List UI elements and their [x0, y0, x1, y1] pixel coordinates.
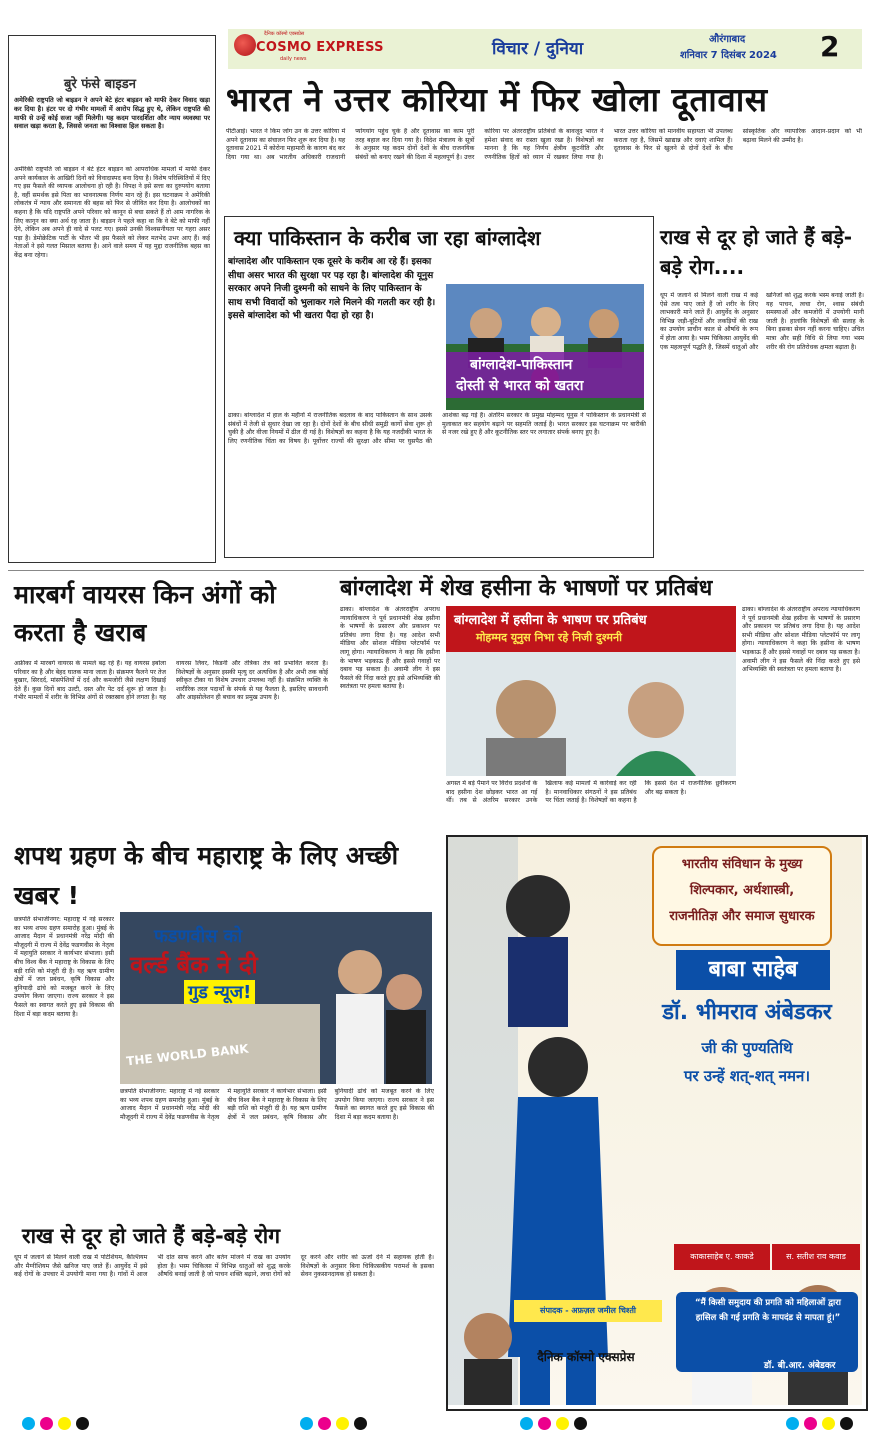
worldbank-line1: फडणवीस को	[154, 926, 243, 947]
hasina-banner-line1: बांग्लादेश में हसीना के भाषण पर प्रतिबंध	[454, 613, 647, 628]
hasina-banner-line2: मोहम्मद यूनुस निभा रहे निजी दुश्मनी	[476, 631, 622, 644]
logo-name: COSMO EXPRESS	[256, 40, 384, 55]
bangladesh-intro: बांग्लादेश और पाकिस्तान एक दूसरे के करीब आ रहे हैं। इसका सीधा असर भारत की सुरक्षा पर पड़ रहा है। बांग्लादेश की यूनुस सरकार अपने निजी दुश्मनी को साधने के लिए पाकिस्तान के साथ सभी विवादों को भुलाकर गले मिलने की गलती कर रही है। इससे बांग्लादेश को भी खतरा पैदा हो रहा है।	[228, 257, 436, 321]
registration-dot-cyan	[300, 1417, 313, 1430]
ad-paper-name: दैनिक कॉस्मो एक्सप्रेस	[537, 1350, 635, 1364]
worldbank-sign: THE WORLD BANK	[125, 1041, 250, 1069]
ad-quote-author: डॉ. बी.आर. अंबेडकर	[764, 1361, 836, 1371]
registration-dot-black	[76, 1417, 89, 1430]
logo-tagline: दैनिक कॉस्मो एक्सप्रेस	[264, 31, 305, 37]
registration-dot-black	[574, 1417, 587, 1430]
maharashtra-headline: शपथ ग्रहण के बीच महाराष्ट्र के लिए अच्छी खबर !	[14, 841, 399, 910]
ad-editor-label: संपादक - अफ़ज़ल जमील चिश्ती	[514, 1300, 662, 1322]
main-headline: भारत ने उत्तर कोरिया में फिर खोला दूतावास	[226, 80, 768, 119]
main-story-body: पीटीआई। भारत ने किम जोंग उन के उत्तर कोरिया में अपने दूतावास का संचालन फिर शुरू कर दिया है। यह दूतावास 2021 में कोरोना महामारी के कारण बंद कर दिया गया था। अब भारतीय अधिकारी राजधानी प्योंगयांग पहुंच चुके हैं और दूतावास का काम पूरी तरह बहाल कर दिया गया है। विदेश मंत्रालय के सूत्रों के अनुसार यह कदम दोनों देशों के बीच राजनयिक संबंधों को बनाए रखने की दिशा में महत्वपूर्ण है। उत्तर कोरिया पर अंतरराष्ट्रीय प्रतिबंधों के बावजूद भारत ने हमेशा संवाद का रास्ता खुला रखा है। विशेषज्ञों का मानना है कि यह निर्णय क्षेत्रीय कूटनीति और रणनीतिक हितों को ध्यान में रखकर लिया गया है। भारत उत्तर कोरिया को मानवीय सहायता भी उपलब्ध कराता रहा है, जिसमें खाद्यान्न और दवाएं शामिल हैं। दूतावास के फिर से खुलने से दोनों देशों के बीच सांस्कृतिक और व्यापारिक आदान-प्रदान को भी बढ़ावा मिलने की उम्मीद है।	[226, 128, 862, 161]
ad-person1-name: काकासाहेब ए. काकडे	[674, 1244, 770, 1270]
marburg-headline: मारबर्ग वायरस किन अंगों को करता है खराब	[14, 580, 276, 647]
worldbank-line3: गुड न्यूज!	[184, 980, 255, 1004]
registration-dot-black	[354, 1417, 367, 1430]
registration-dot-magenta	[804, 1417, 817, 1430]
registration-dot-yellow	[58, 1417, 71, 1430]
ad-name-line1: बाबा साहेब	[676, 950, 830, 990]
ad-name-line2: डॉ. भीमराव अंबेडकर	[662, 1000, 832, 1025]
ad-person2-name: स. सतीश राव कवाड	[772, 1244, 860, 1270]
marburg-body: अफ्रीका में मारबर्ग वायरस के मामले बढ़ रहे हैं। यह वायरस इबोला परिवार का है और बेहद घातक माना जाता है। संक्रमण फैलने पर तेज बुखार, सिरदर्द, मांसपेशियों में दर्द और कमजोरी जैसे लक्षण दिखाई देते हैं। कुछ दिनों बाद उल्टी, दस्त और पेट दर्द शुरू हो जाता है। गंभीर मामलों में शरीर के विभिन्न अंगों से रक्तस्राव होने लगता है। यह वायरस लिवर, किडनी और तंत्रिका तंत्र को प्रभावित करता है। विशेषज्ञों के अनुसार इसकी मृत्यु दर अत्यधिक है और अभी तक कोई स्वीकृत टीका या विशेष उपचार उपलब्ध नहीं है। संक्रमित व्यक्ति के शारीरिक तरल पदार्थों के संपर्क से यह फैलता है, इसलिए सावधानी और आइसोलेशन ही बचाव का प्रमुख उपाय है।	[14, 660, 328, 702]
left-column-lead: अमेरिकी राष्ट्रपति जो बाइडन ने अपने बेटे हंटर बाइडन को माफी देकर विवाद खड़ा कर दिया है। हंटर पर दो गंभीर मामलों में आरोप सिद्ध हुए थे, लेकिन राष्ट्रपति की माफी से उन्हें कोई सजा नहीं मिलेगी। यह कदम पारदर्शिता और न्याय व्यवस्था पर सवाल खड़ा करता है, जिससे जनता का विश्वास हिल सकता है।	[14, 96, 210, 131]
logo-subtitle: daily news	[280, 56, 307, 62]
left-column-title: बुरे फंसे बाइडन	[64, 77, 136, 92]
ad-tribute	[632, 1034, 862, 1090]
bangladesh-caption-line1: बांग्लादेश-पाकिस्तान	[470, 357, 573, 373]
registration-dot-yellow	[822, 1417, 835, 1430]
ad-title	[660, 852, 824, 930]
section-title: विचार / दुनिया	[492, 39, 584, 59]
ad-tribute-line2: पर उन्हें शत्-शत् नमन।	[683, 1067, 811, 1085]
maharashtra-body-cols: छत्रपति संभाजीनगर: महाराष्ट्र में नई सरकार का भव्य शपथ ग्रहण समारोह हुआ। मुंबई के आजाद मैदान में प्रधानमंत्री नरेंद्र मोदी की मौजूदगी में राज्य में देवेंद्र फडणवीस के नेतृत्व में महायुति सरकार ने कार्यभार संभाला। इसी बीच विश्व बैंक ने महाराष्ट्र के विकास के लिए बड़ी राशि को मंजूरी दी है। यह ऋण ग्रामीण क्षेत्रों में जल प्रबंधन, कृषि विकास और बुनियादी ढांचे को मजबूत करने के लिए उपयोग किया जाएगा। राज्य सरकार ने इस फैसले का स्वागत करते हुए इसे विकास की दिशा में बड़ा कदम बताया है।	[120, 1088, 434, 1121]
registration-dot-magenta	[538, 1417, 551, 1430]
registration-dot-black	[840, 1417, 853, 1430]
health-body: धूप में जलाने से मिलने वाली राख में कई ऐसे तत्व पाए जाते हैं जो शरीर के लिए लाभकारी माने जाते हैं। आयुर्वेद के अनुसार विभिन्न जड़ी-बूटियों और लकड़ियों की राख का उपयोग प्राचीन काल से औषधि के रूप में होता आया है। भस्म चिकित्सा आयुर्वेद की एक महत्वपूर्ण पद्धति है, जिसमें धातुओं और खनिजों को शुद्ध करके भस्म बनाई जाती है। यह पाचन, त्वचा रोग, श्वास संबंधी समस्याओं और कमजोरी में उपयोगी मानी जाती है। हालांकि विशेषज्ञों की सलाह के बिना इसका सेवन नहीं करना चाहिए। उचित मात्रा और सही विधि से लिया गया भस्म शरीर की रोग प्रतिरोधक क्षमता बढ़ाता है।	[660, 292, 864, 351]
health2-body: धूप में जलाने से मिलने वाली राख में पोटेशियम, कैल्शियम और मैग्नीशियम जैसे खनिज पाए जाते हैं। आयुर्वेद में इसे कई रोगों के उपचार में उपयोगी माना गया है। गांवों में आज भी दांत साफ करने और बर्तन मांजने में राख का उपयोग होता है। भस्म चिकित्सा में विभिन्न धातुओं को शुद्ध करके औषधि बनाई जाती है जो पाचन शक्ति बढ़ाने, त्वचा रोगों को दूर करने और शरीर को ऊर्जा देने में सहायक होती है। विशेषज्ञों के अनुसार बिना चिकित्सकीय परामर्श के इसका सेवन नुकसानदायक हो सकता है।	[14, 1254, 434, 1279]
hasina-body-right: ढाका। बांग्लादेश के अंतरराष्ट्रीय अपराध न्यायाधिकरण ने पूर्व प्रधानमंत्री शेख हसीना के भाषणों के प्रसारण और प्रकाशन पर प्रतिबंध लगा दिया है। यह आदेश सभी मीडिया और सोशल मीडिया प्लेटफॉर्म पर लागू होगा। न्यायाधिकरण ने कहा कि हसीना के भाषण भड़काऊ हैं और इससे गवाहों पर दबाव पड़ सकता है। अवामी लीग ने इस फैसले की निंदा करते हुए इसे अभिव्यक्ति की स्वतंत्रता पर हमला बताया है।	[742, 606, 860, 674]
bangladesh-headline: क्या पाकिस्तान के करीब जा रहा बांग्लादेश	[234, 226, 541, 250]
edition-date: शनिवार 7 दिसंबर 2024	[680, 50, 777, 61]
ad-title-line1: भारतीय संविधान के मुख्य	[681, 857, 803, 872]
ad-title-line2: शिल्पकार, अर्थशास्त्री,	[689, 883, 795, 898]
globe-logo-icon	[234, 34, 256, 56]
registration-dot-yellow	[556, 1417, 569, 1430]
ad-title-line3: राजनीतिज्ञ और समाज सुधारक	[669, 909, 815, 924]
bangladesh-body: ढाका। बांग्लादेश में हाल के महीनों में राजनीतिक बदलाव के बाद पाकिस्तान के साथ उसके संबंधों में तेजी से सुधार देखा जा रहा है। दोनों देशों के बीच सीधी समुद्री कार्गो सेवा शुरू हो चुकी है और वीजा नियमों में ढील दी गई है। विशेषज्ञों का कहना है कि यह नजदीकी भारत के लिए रणनीतिक चिंता का विषय है। पूर्वोत्तर राज्यों की सुरक्षा और सीमा पर घुसपैठ की आशंका बढ़ गई है। अंतरिम सरकार के प्रमुख मोहम्मद यूनुस ने पाकिस्तान के प्रधानमंत्री से मुलाकात कर सहयोग बढ़ाने पर सहमति जताई है। भारत सरकार इस घटनाक्रम पर बारीकी से नजर रखे हुए है और कूटनीतिक स्तर पर लगातार संपर्क बनाए हुए है।	[228, 412, 646, 445]
registration-marks	[0, 1414, 870, 1434]
registration-dot-yellow	[336, 1417, 349, 1430]
registration-dot-magenta	[40, 1417, 53, 1430]
hasina-body-left: ढाका। बांग्लादेश के अंतरराष्ट्रीय अपराध न्यायाधिकरण ने पूर्व प्रधानमंत्री शेख हसीना के भाषणों के प्रसारण और प्रकाशन पर प्रतिबंध लगा दिया है। यह आदेश सभी मीडिया और सोशल मीडिया प्लेटफॉर्म पर लागू होगा। न्यायाधिकरण ने कहा कि हसीना के भाषण भड़काऊ हैं और इससे गवाहों पर दबाव पड़ सकता है। अवामी लीग ने इस फैसले की निंदा करते हुए इसे अभिव्यक्ति की स्वतंत्रता पर हमला बताया है।	[340, 606, 440, 691]
section-divider	[8, 570, 864, 571]
ad-tribute-line1: जी की पुण्यतिथि	[701, 1039, 793, 1057]
page-number: 2	[820, 30, 840, 63]
worldbank-line2: वर्ल्ड बैंक ने दी	[130, 951, 258, 979]
maharashtra-body: छत्रपति संभाजीनगर: महाराष्ट्र में नई सरकार का भव्य शपथ ग्रहण समारोह हुआ। मुंबई के आजाद मैदान में प्रधानमंत्री नरेंद्र मोदी की मौजूदगी में राज्य में देवेंद्र फडणवीस के नेतृत्व में महायुति सरकार ने कार्यभार संभाला। इसी बीच विश्व बैंक ने महाराष्ट्र के विकास के लिए बड़ी राशि को मंजूरी दी है। यह ऋण ग्रामीण क्षेत्रों में जल प्रबंधन, कृषि विकास और बुनियादी ढांचे को मजबूत करने के लिए उपयोग किया जाएगा। राज्य सरकार ने इस फैसले का स्वागत करते हुए इसे विकास की दिशा में बड़ा कदम बताया है।	[14, 916, 114, 1018]
registration-dot-magenta	[318, 1417, 331, 1430]
ad-quote: “मैं किसी समुदाय की प्रगति को महिलाओं द्वारा हासिल की गई प्रगति के मापदंड से मापता हूं।”	[695, 1298, 841, 1323]
health2-headline: राख से दूर हो जाते हैं बड़े-बड़े रोग	[22, 1224, 281, 1248]
bangladesh-caption-line2: दोस्ती से भारत को खतरा	[456, 378, 584, 394]
hasina-body-under-photo: अगस्त में बड़े पैमाने पर विरोध प्रदर्शनों के बाद हसीना देश छोड़कर भारत आ गई थीं। तब से अंतरिम सरकार उनके खिलाफ कई मामलों में कार्रवाई कर रही है। मानवाधिकार संगठनों ने इस प्रतिबंध पर चिंता जताई है। विशेषज्ञों का कहना है कि इससे देश में राजनीतिक ध्रुवीकरण और बढ़ सकता है।	[446, 780, 736, 805]
registration-dot-cyan	[520, 1417, 533, 1430]
hasina-headline: बांग्लादेश में शेख हसीना के भाषणों पर प्रतिबंध	[340, 576, 713, 601]
edition-city: औरंगाबाद	[709, 34, 746, 45]
left-column-body: अमेरिकी राष्ट्रपति जो बाइडन ने बेटे हंटर बाइडन को आपराधिक मामलों में माफी देकर अपने कार्यकाल के आखिरी दिनों को विवादास्पद बना दिया है। विशेष परिस्थितियों में दिए गए इस फैसले की व्यापक आलोचना हो रही है। विपक्ष ने इसे सत्ता का दुरुपयोग बताया है, वहीं समर्थक इसे पिता का भावनात्मक निर्णय मान रहे हैं। इस घटनाक्रम ने अमेरिकी लोकतंत्र में न्याय और समानता की बहस को फिर से जीवित कर दिया है। आलोचकों का कहना है कि यदि राष्ट्रपति अपने परिवार को कानून से बचा सकते हैं तो आम नागरिक के लिए कानून का क्या अर्थ रह जाता है। बाइडन ने पहले कहा था कि वे बेटे को माफी नहीं देंगे, लेकिन अब अपने ही वादे से पलट गए। इससे उनकी विश्वसनीयता पर गहरा असर पड़ा है। डेमोक्रेटिक पार्टी के भीतर भी इस फैसले को लेकर मतभेद उभर आए हैं। कई नेताओं ने इसे गलत मिसाल बताया है। आने वाले समय में यह मुद्दा राजनीतिक बहस का केंद्र बना रहेगा।	[14, 166, 210, 259]
health-headline: राख से दूर हो जाते हैं बड़े-बड़े रोग....	[660, 225, 853, 279]
registration-dot-cyan	[786, 1417, 799, 1430]
registration-dot-cyan	[22, 1417, 35, 1430]
